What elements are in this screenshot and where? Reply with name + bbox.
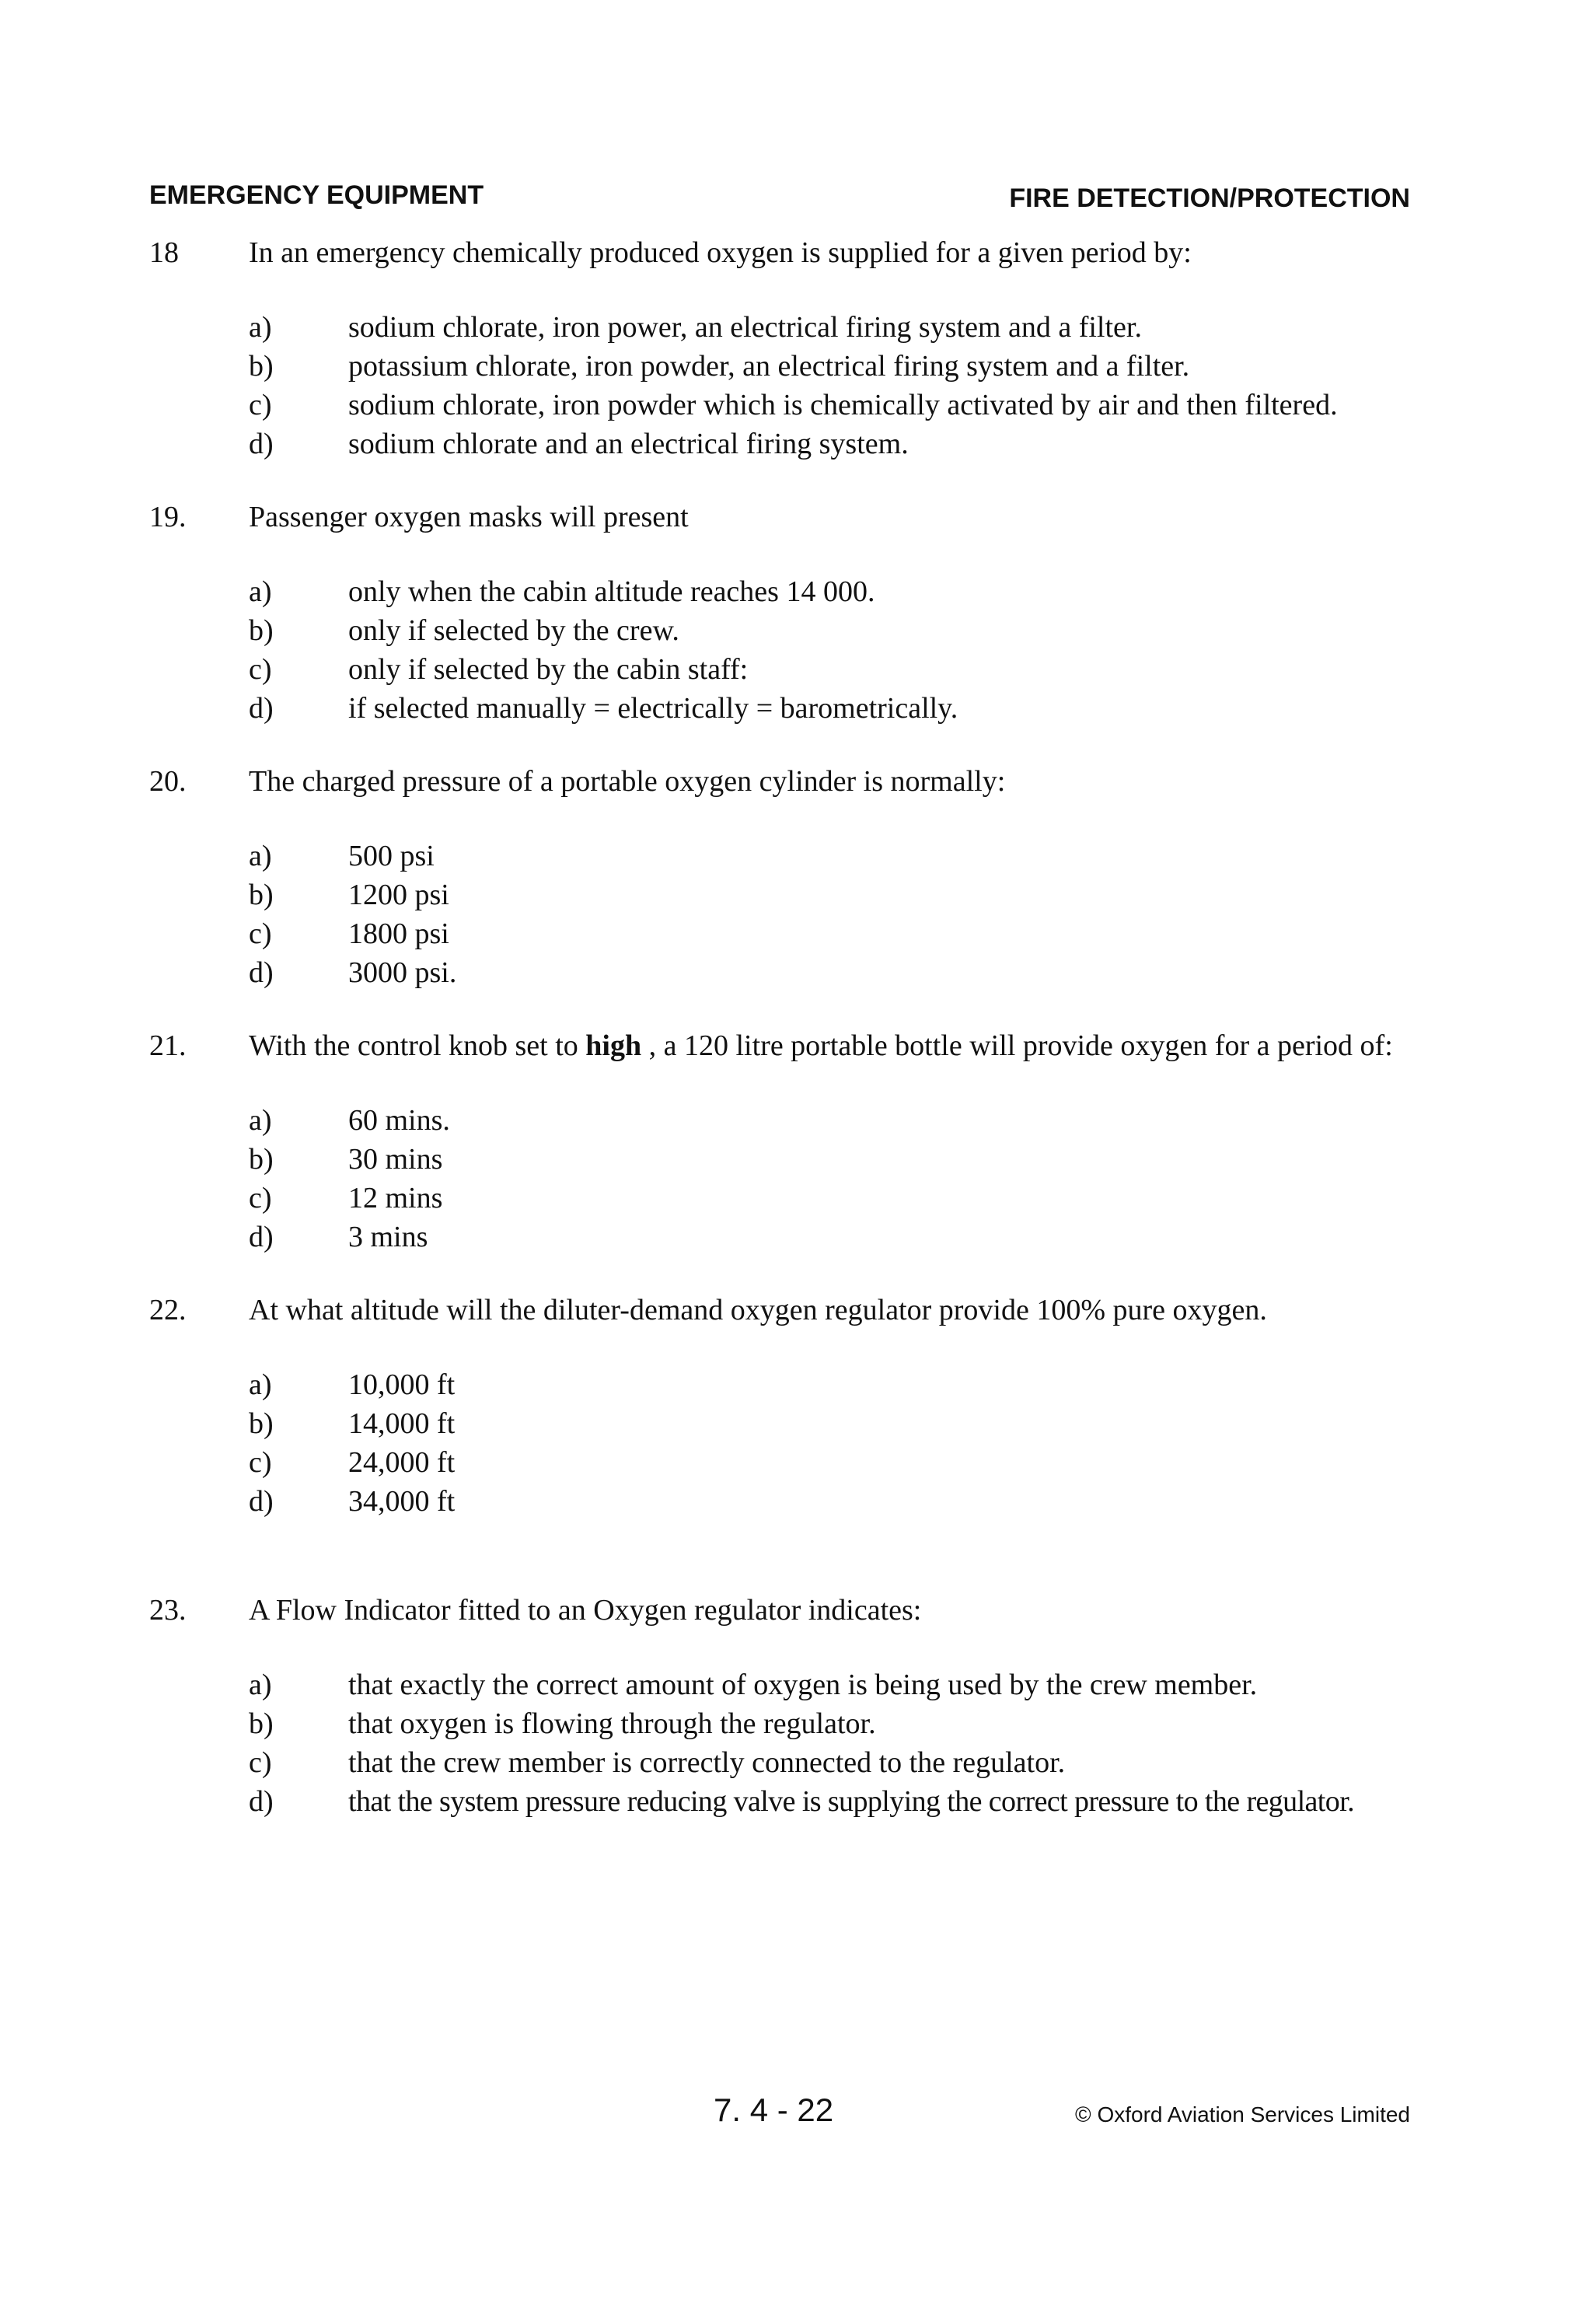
option-d bbox=[249, 689, 1416, 728]
question-text-after: , a 120 litre portable bottle will provide oxygen for a period of: bbox=[641, 1029, 1393, 1062]
option-text: potassium chlorate, iron powder, an electrical firing system and a filter. bbox=[348, 350, 1190, 383]
question-header bbox=[149, 1591, 1416, 1630]
option-text: only if selected by the cabin staff: bbox=[348, 653, 749, 686]
option-letter: b) bbox=[249, 1707, 274, 1740]
option-text: 14,000 ft bbox=[348, 1407, 456, 1440]
question-header bbox=[149, 1026, 1416, 1065]
question-text: At what altitude will the diluter-demand oxygen regulator provide 100% pure oxygen. bbox=[249, 1294, 1267, 1326]
option-letter: a) bbox=[249, 1669, 272, 1701]
option-letter: b) bbox=[249, 614, 274, 647]
option-letter: d) bbox=[249, 1221, 274, 1253]
question-list bbox=[149, 233, 1416, 1855]
option-b bbox=[249, 611, 1416, 650]
option-text: that the crew member is correctly connected to the regulator. bbox=[348, 1746, 1066, 1779]
question-text: Passenger oxygen masks will present bbox=[249, 501, 689, 533]
option-letter: b) bbox=[249, 1143, 274, 1176]
option-letter: b) bbox=[249, 1407, 274, 1440]
option-a bbox=[249, 308, 1416, 347]
option-text: that the system pressure reducing valve is supplying the correct pressure to the regulator. bbox=[348, 1785, 1355, 1818]
option-text: 60 mins. bbox=[348, 1104, 450, 1137]
option-a bbox=[249, 1665, 1416, 1704]
option-text: 1800 psi bbox=[348, 917, 449, 950]
question-number: 19. bbox=[149, 501, 187, 533]
question-text bbox=[249, 1026, 1416, 1065]
option-d bbox=[249, 1218, 1416, 1256]
question-header bbox=[149, 233, 1416, 272]
option-a bbox=[249, 572, 1416, 611]
option-text: only if selected by the crew. bbox=[348, 614, 679, 647]
question-text: A Flow Indicator fitted to an Oxygen regulator indicates: bbox=[249, 1594, 922, 1627]
option-text: that exactly the correct amount of oxygen is being used by the crew member. bbox=[348, 1669, 1258, 1701]
question-header bbox=[149, 498, 1416, 536]
option-text: if selected manually = electrically = barometrically. bbox=[348, 692, 958, 725]
option-text: sodium chlorate, iron powder which is chemically activated by air and then filtered. bbox=[348, 389, 1338, 421]
question-21 bbox=[149, 1026, 1416, 1256]
option-list bbox=[249, 1665, 1416, 1821]
question-20 bbox=[149, 762, 1416, 992]
question-19 bbox=[149, 498, 1416, 728]
option-text: 1200 psi bbox=[348, 879, 449, 911]
option-letter: a) bbox=[249, 311, 272, 344]
option-text: 24,000 ft bbox=[348, 1446, 456, 1479]
option-c bbox=[249, 1179, 1416, 1218]
option-text: 10,000 ft bbox=[348, 1368, 456, 1401]
option-letter: a) bbox=[249, 1368, 272, 1401]
question-22 bbox=[149, 1291, 1416, 1521]
option-c bbox=[249, 386, 1416, 425]
option-letter: c) bbox=[249, 1446, 272, 1479]
option-b bbox=[249, 1140, 1416, 1179]
option-text: 500 psi bbox=[348, 840, 435, 872]
option-letter: b) bbox=[249, 350, 274, 383]
option-a bbox=[249, 837, 1416, 875]
question-number: 21. bbox=[149, 1029, 187, 1062]
option-list bbox=[249, 837, 1416, 992]
option-letter: c) bbox=[249, 389, 272, 421]
option-letter: a) bbox=[249, 1104, 272, 1137]
option-list bbox=[249, 1365, 1416, 1521]
page-header bbox=[149, 180, 1410, 218]
option-list bbox=[249, 1101, 1416, 1256]
option-c bbox=[249, 914, 1416, 953]
option-letter: b) bbox=[249, 879, 274, 911]
question-header bbox=[149, 1291, 1416, 1330]
copyright-notice: © Oxford Aviation Services Limited bbox=[1075, 2102, 1410, 2127]
option-d bbox=[249, 953, 1416, 992]
option-letter: d) bbox=[249, 1785, 274, 1818]
question-number: 20. bbox=[149, 765, 187, 798]
option-text: that oxygen is flowing through the regulator. bbox=[348, 1707, 876, 1740]
option-letter: c) bbox=[249, 917, 272, 950]
option-letter: d) bbox=[249, 956, 274, 989]
option-letter: c) bbox=[249, 1182, 272, 1214]
option-list bbox=[249, 308, 1416, 463]
option-list bbox=[249, 572, 1416, 728]
option-text: 34,000 ft bbox=[348, 1485, 456, 1518]
option-b bbox=[249, 1404, 1416, 1443]
question-text: In an emergency chemically produced oxygen is supplied for a given period by: bbox=[249, 236, 1192, 269]
option-c bbox=[249, 650, 1416, 689]
option-text: only when the cabin altitude reaches 14 000. bbox=[348, 575, 875, 608]
option-text: sodium chlorate and an electrical firing system. bbox=[348, 428, 909, 460]
option-b bbox=[249, 875, 1416, 914]
question-number: 22. bbox=[149, 1294, 187, 1326]
option-d bbox=[249, 1782, 1416, 1821]
option-text: 3 mins bbox=[348, 1221, 428, 1253]
option-text: sodium chlorate, iron power, an electrical firing system and a filter. bbox=[348, 311, 1142, 344]
option-letter: d) bbox=[249, 428, 274, 460]
chapter-title: FIRE DETECTION/PROTECTION bbox=[1009, 183, 1410, 213]
question-text-emphasis: high bbox=[585, 1029, 642, 1062]
option-d bbox=[249, 425, 1416, 463]
option-letter: a) bbox=[249, 840, 272, 872]
option-text: 3000 psi. bbox=[348, 956, 457, 989]
question-18 bbox=[149, 233, 1416, 463]
question-number: 18 bbox=[149, 236, 179, 269]
option-letter: d) bbox=[249, 692, 274, 725]
option-letter: a) bbox=[249, 575, 272, 608]
option-text: 12 mins bbox=[348, 1182, 443, 1214]
option-d bbox=[249, 1482, 1416, 1521]
option-b bbox=[249, 1704, 1416, 1743]
option-c bbox=[249, 1743, 1416, 1782]
option-c bbox=[249, 1443, 1416, 1482]
question-text: The charged pressure of a portable oxygen cylinder is normally: bbox=[249, 765, 1006, 798]
page-footer bbox=[149, 2092, 1410, 2138]
question-text-before: With the control knob set to bbox=[249, 1029, 586, 1062]
section-title: EMERGENCY EQUIPMENT bbox=[149, 180, 484, 210]
question-header bbox=[149, 762, 1416, 801]
option-text: 30 mins bbox=[348, 1143, 443, 1176]
question-23 bbox=[149, 1591, 1416, 1821]
page-number: 7. 4 - 22 bbox=[714, 2092, 834, 2128]
option-letter: c) bbox=[249, 653, 272, 686]
option-a bbox=[249, 1365, 1416, 1404]
question-number: 23. bbox=[149, 1594, 187, 1627]
option-letter: c) bbox=[249, 1746, 272, 1779]
option-a bbox=[249, 1101, 1416, 1140]
option-b bbox=[249, 347, 1416, 386]
option-letter: d) bbox=[249, 1485, 274, 1518]
